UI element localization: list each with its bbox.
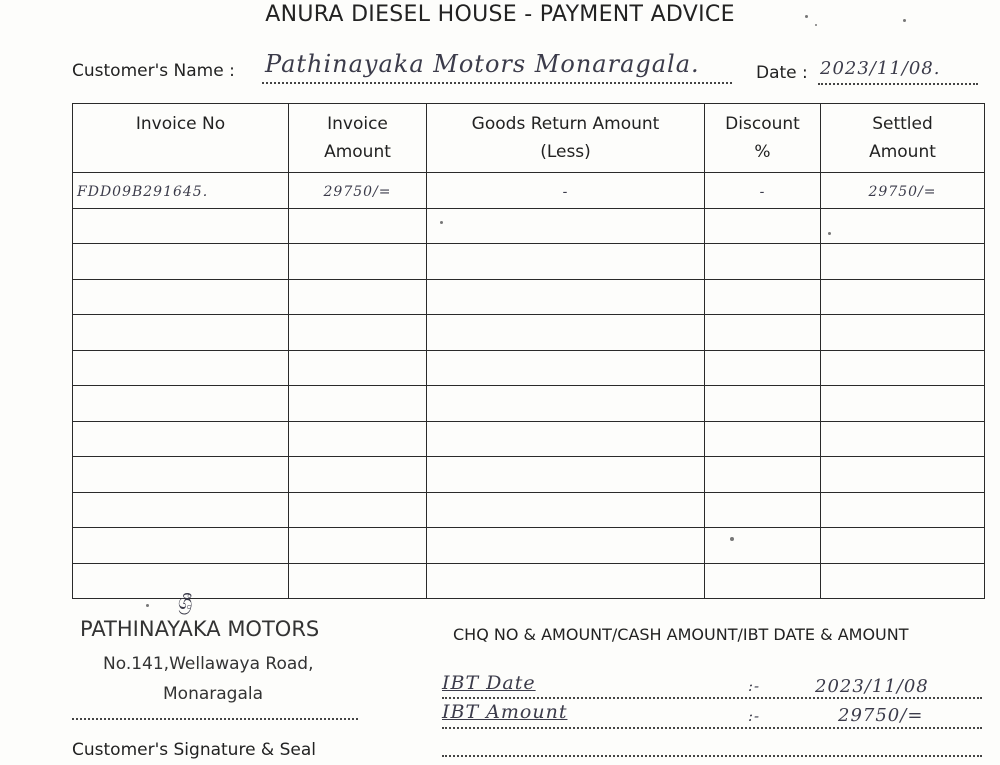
cell-goods-return: - xyxy=(427,173,705,209)
empty-cell xyxy=(705,563,821,599)
signature-dotted-line xyxy=(72,718,358,720)
ibt-date-separator: :- xyxy=(748,677,761,695)
empty-cell xyxy=(705,208,821,244)
empty-cell xyxy=(289,386,427,422)
ibt-date-value: 2023/11/08 xyxy=(815,676,929,697)
empty-cell xyxy=(427,350,705,386)
ibt-amount-label: IBT Amount xyxy=(442,701,568,723)
cell-invoice-amount: 29750/= xyxy=(289,173,427,209)
handwritten-signature: ශ්‍රී xyxy=(178,590,194,614)
empty-cell xyxy=(705,315,821,351)
empty-cell xyxy=(73,421,289,457)
ibt-amount-value: 29750/= xyxy=(838,705,924,726)
table-row-empty xyxy=(73,350,985,386)
empty-cell xyxy=(289,457,427,493)
customer-signature-label: Customer's Signature & Seal xyxy=(72,740,316,760)
empty-cell xyxy=(427,492,705,528)
column-header-goods-return: Goods Return Amount (Less) xyxy=(427,104,705,173)
empty-cell xyxy=(73,350,289,386)
scan-speck xyxy=(805,15,808,18)
empty-cell xyxy=(821,528,985,564)
empty-cell xyxy=(73,244,289,280)
empty-cell xyxy=(73,492,289,528)
empty-cell xyxy=(705,244,821,280)
cell-discount: - xyxy=(705,173,821,209)
empty-cell xyxy=(821,492,985,528)
empty-cell xyxy=(427,457,705,493)
scan-speck xyxy=(828,232,831,235)
extra-dotted-line xyxy=(442,755,982,757)
empty-cell xyxy=(821,386,985,422)
customer-name-value: Pathinayaka Motors Monaragala. xyxy=(265,50,700,78)
empty-cell xyxy=(289,279,427,315)
empty-cell xyxy=(427,421,705,457)
date-label: Date : xyxy=(756,63,808,83)
table-row xyxy=(73,173,985,209)
empty-cell xyxy=(705,350,821,386)
empty-cell xyxy=(427,244,705,280)
empty-cell xyxy=(705,421,821,457)
table-row-empty xyxy=(73,315,985,351)
ibt-date-label: IBT Date xyxy=(442,672,536,694)
scan-speck xyxy=(815,24,817,26)
empty-cell xyxy=(289,244,427,280)
empty-cell xyxy=(821,563,985,599)
empty-cell xyxy=(289,492,427,528)
empty-cell xyxy=(705,528,821,564)
date-value: 2023/11/08. xyxy=(820,58,941,79)
stamp-address-line1: No.141,Wellawaya Road, xyxy=(103,654,314,674)
table-row-empty xyxy=(73,244,985,280)
empty-cell xyxy=(821,208,985,244)
empty-cell xyxy=(705,279,821,315)
empty-cell xyxy=(821,279,985,315)
empty-cell xyxy=(289,563,427,599)
empty-cell xyxy=(821,421,985,457)
empty-cell xyxy=(73,208,289,244)
empty-cell xyxy=(427,208,705,244)
empty-cell xyxy=(73,386,289,422)
scan-speck xyxy=(903,19,906,22)
scan-speck xyxy=(440,221,443,224)
empty-cell xyxy=(821,350,985,386)
cell-settled-amount: 29750/= xyxy=(821,173,985,209)
table-row-empty xyxy=(73,563,985,599)
empty-cell xyxy=(73,457,289,493)
empty-cell xyxy=(427,279,705,315)
empty-cell xyxy=(427,315,705,351)
ibt-date-dotted-line xyxy=(442,697,982,699)
customer-name-label: Customer's Name : xyxy=(72,61,235,81)
table-row-empty xyxy=(73,528,985,564)
empty-cell xyxy=(705,386,821,422)
empty-cell xyxy=(427,528,705,564)
cell-invoice-no: FDD09B291645. xyxy=(73,173,289,209)
document-title: ANURA DIESEL HOUSE - PAYMENT ADVICE xyxy=(265,2,735,27)
column-header-invoice-no: Invoice No xyxy=(73,104,289,173)
empty-cell xyxy=(821,315,985,351)
table-row-empty xyxy=(73,208,985,244)
empty-cell xyxy=(705,492,821,528)
empty-cell xyxy=(289,315,427,351)
empty-cell xyxy=(73,279,289,315)
empty-cell xyxy=(73,315,289,351)
stamp-company-name: PATHINAYAKA MOTORS xyxy=(80,617,320,641)
table-row-empty xyxy=(73,279,985,315)
empty-cell xyxy=(289,421,427,457)
empty-cell xyxy=(73,528,289,564)
payment-table xyxy=(72,103,985,599)
scan-speck xyxy=(730,537,734,541)
table-row-empty xyxy=(73,386,985,422)
empty-cell xyxy=(427,386,705,422)
table-row-empty xyxy=(73,457,985,493)
empty-cell xyxy=(705,457,821,493)
empty-cell xyxy=(427,563,705,599)
table-row-empty xyxy=(73,421,985,457)
empty-cell xyxy=(821,244,985,280)
table-header-row xyxy=(73,104,985,173)
scan-speck xyxy=(146,604,149,607)
payment-method-label: CHQ NO & AMOUNT/CASH AMOUNT/IBT DATE & AMOUNT xyxy=(453,625,909,644)
ibt-amount-dotted-line xyxy=(442,727,982,729)
table-row-empty xyxy=(73,492,985,528)
column-header-settled-amount: Settled Amount xyxy=(821,104,985,173)
empty-cell xyxy=(289,528,427,564)
customer-name-dotted-line xyxy=(262,82,732,84)
empty-cell xyxy=(821,457,985,493)
empty-cell xyxy=(289,350,427,386)
column-header-invoice-amount: Invoice Amount xyxy=(289,104,427,173)
empty-cell xyxy=(289,208,427,244)
column-header-discount: Discount % xyxy=(705,104,821,173)
stamp-address-line2: Monaragala xyxy=(163,684,264,704)
date-dotted-line xyxy=(818,83,978,85)
ibt-amount-separator: :- xyxy=(748,707,761,725)
